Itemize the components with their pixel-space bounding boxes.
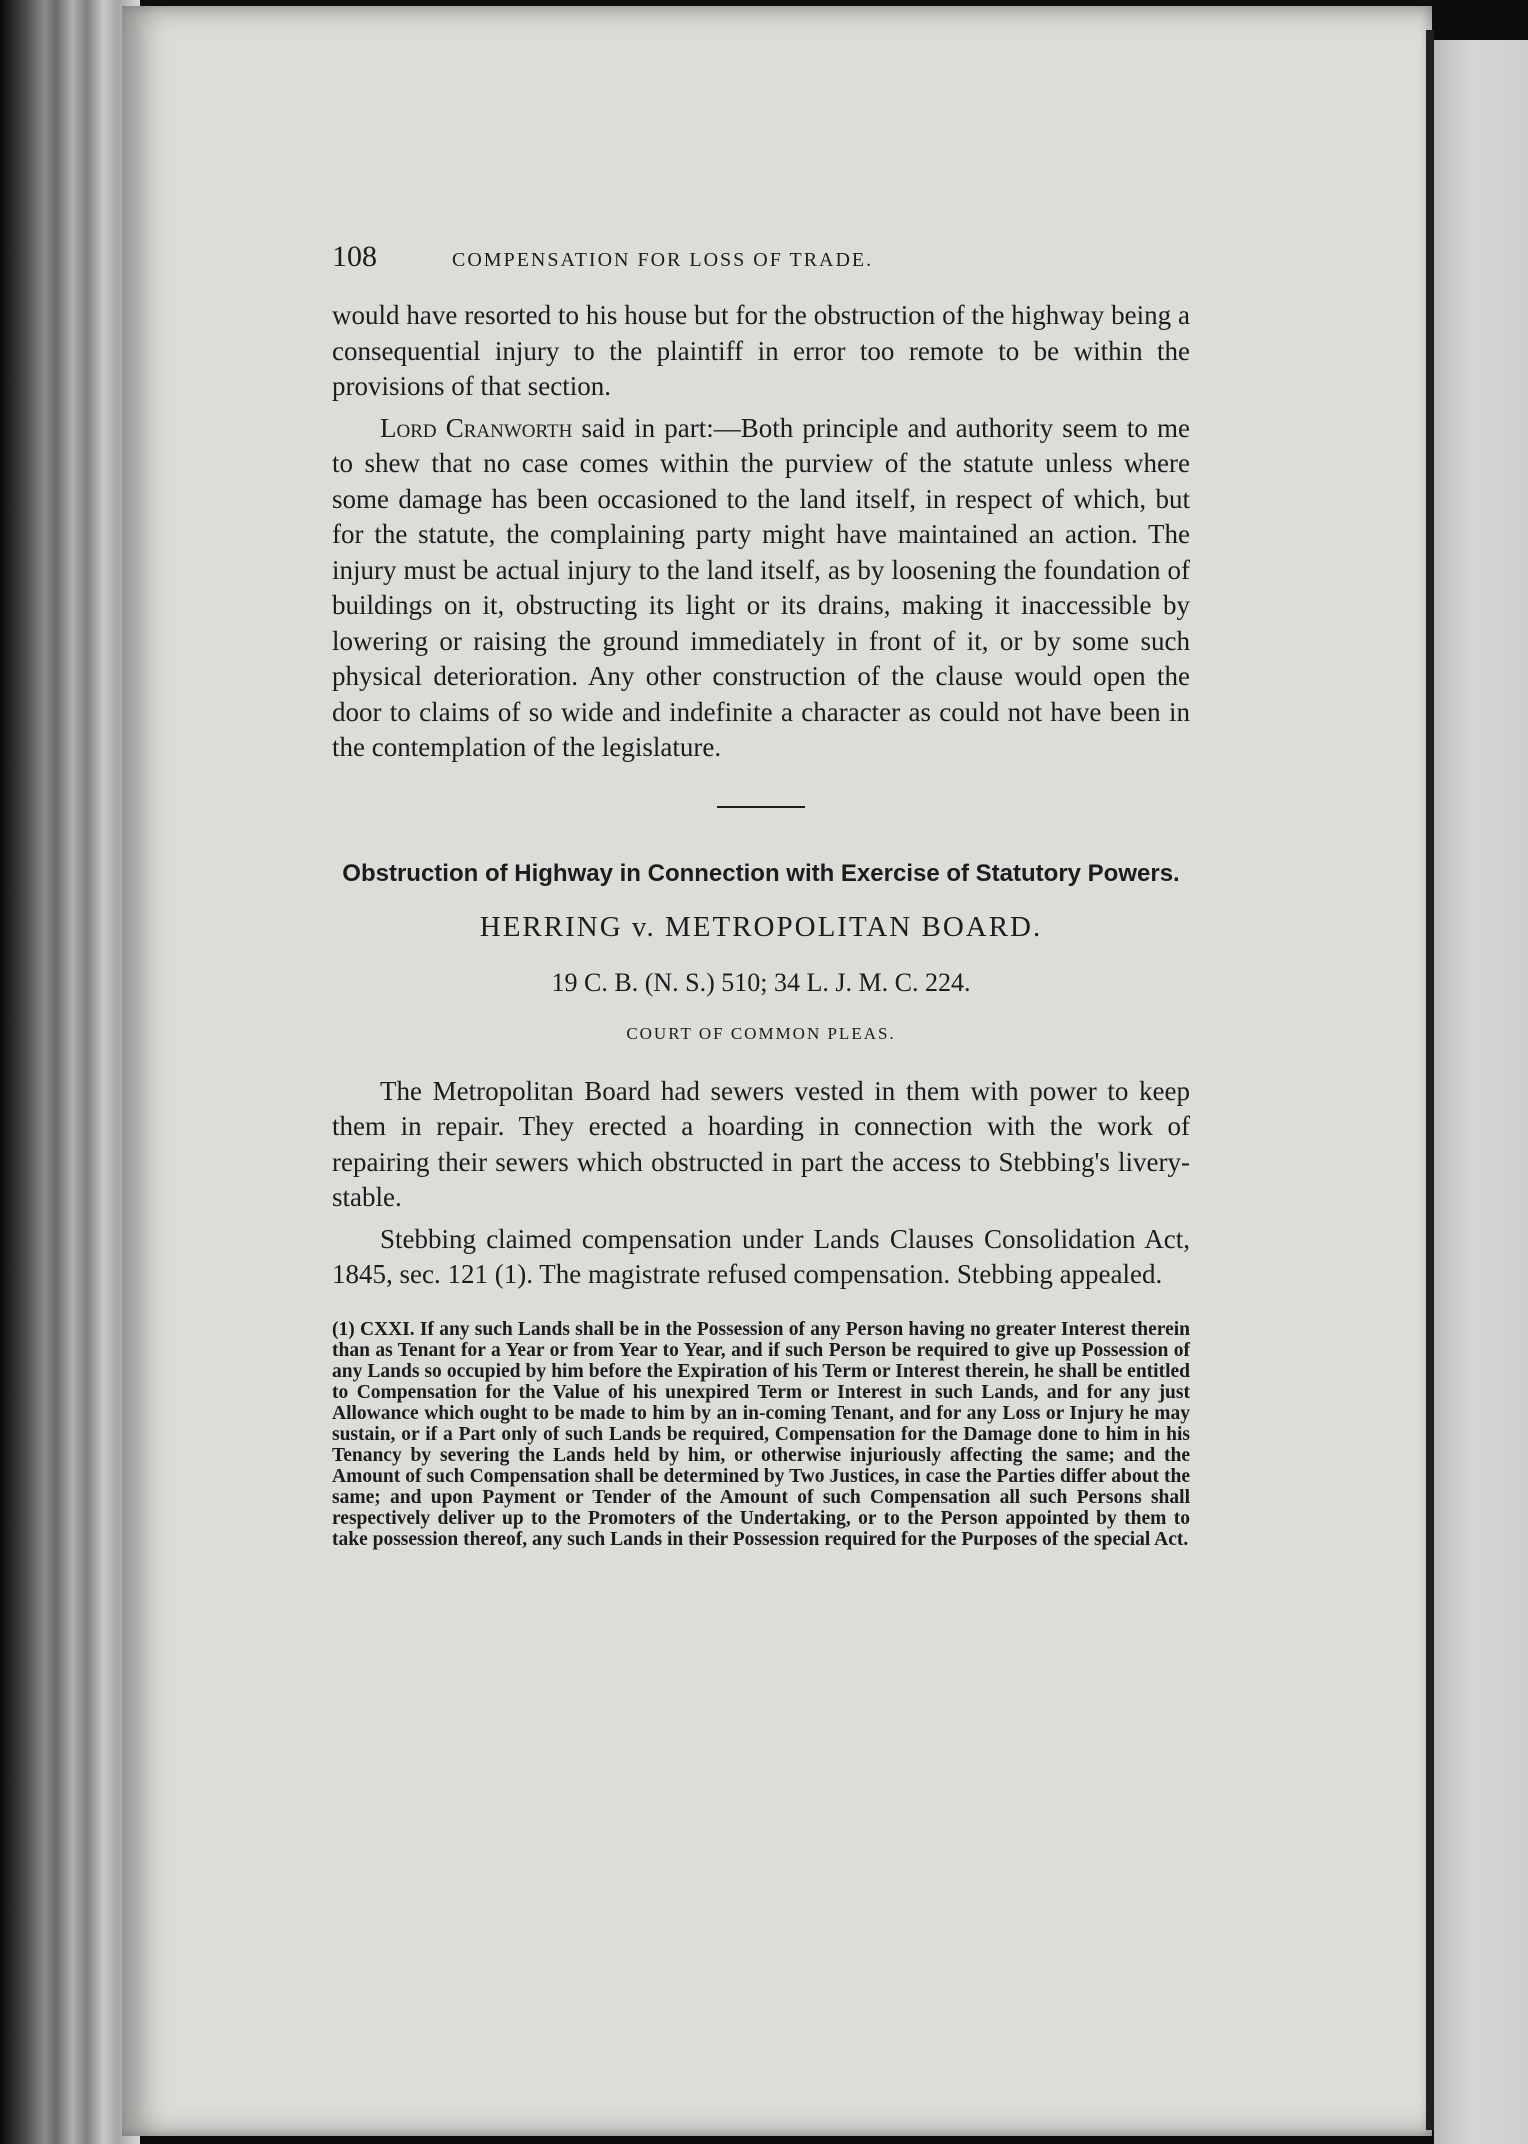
section-heading: Obstruction of Highway in Connection with Exercise of Statutory Powers.	[342, 859, 1180, 887]
book-spine-edge	[0, 0, 140, 2144]
continuation-paragraph: would have resorted to his house but for the obstruction of the highway being a consequential injury to the plaintiff in error too remote to be within the provisions of that section.	[332, 300, 1190, 401]
adjacent-page-edge	[1434, 40, 1528, 2144]
page-gutter-shadow	[1426, 30, 1434, 2130]
page-header	[332, 240, 1190, 290]
speaker-name: Lord Cranworth	[380, 412, 573, 443]
court-name: COURT OF COMMON PLEAS.	[626, 1023, 896, 1043]
section-divider	[717, 806, 805, 808]
footnote: (1) CXXI. If any such Lands shall be in the Possession of any Person having no greater Interest therein than as Tenant for a Year or from Year to Year, and if such Person be required to give up Possession of any Lands so occupied by him before the Expiration of his Term or Interest therein, he shall be entitled to Compensation for the Value of his unexpired Term or Interest in such Lands, and for any just Allowance which ought to be made to him by an in-coming Tenant, and for any Loss or Injury he may sustain, or if a Part only of such Lands be required, Compensation for the Damage done to him in his Tenancy by severing the Lands held by him, or otherwise injuriously affecting the same; and the Amount of such Compensation shall be determined by Two Justices, in case the Parties differ about the same; and upon Payment or Tender of the Amount of such Compensation all such Persons shall respectively deliver up to the Promoters of the Undertaking, or to the Person appointed by them to take possession thereof, any such Lands in their Possession required for the Purposes of the special Act.	[332, 1318, 1190, 1550]
claim-paragraph: Stebbing claimed compensation under Lands Clauses Consolidation Act, 1845, sec. 121 (1). The magistrate refused compensation. Stebbing appealed.	[332, 1223, 1190, 1289]
cranworth-text: said in part:—Both principle and authority seem to me to shew that no case comes within the purview of the statute unless where some damage has been occasioned to the land itself, in respect of which, but for the statute, the complaining party might have maintained an action. The injury must be actual injury to the land itself, as by loosening the foundation of buildings on it, obstructing its light or its drains, making it inaccessible by lowering or raising the ground immediately in front of it, or by some such physical deterioration. Any other construction of the clause would open the door to claims of so wide and indefinite a character as could not have been in the contemplation of the legislature.	[332, 412, 1191, 762]
page-content	[332, 240, 1190, 1569]
page-number: 108	[332, 240, 377, 273]
cranworth-paragraph	[332, 411, 1190, 766]
running-head: COMPENSATION FOR LOSS OF TRADE.	[452, 249, 874, 271]
case-citation: 19 C. B. (N. S.) 510; 34 L. J. M. C. 224.	[551, 967, 971, 997]
case-title: HERRING v. METROPOLITAN BOARD.	[479, 910, 1043, 943]
facts-paragraph: The Metropolitan Board had sewers vested in them with power to keep them in repair. They erected a hoarding in connection with the work of repairing their sewers which obstructed in part the access to Stebbing's livery-stable.	[332, 1075, 1190, 1212]
